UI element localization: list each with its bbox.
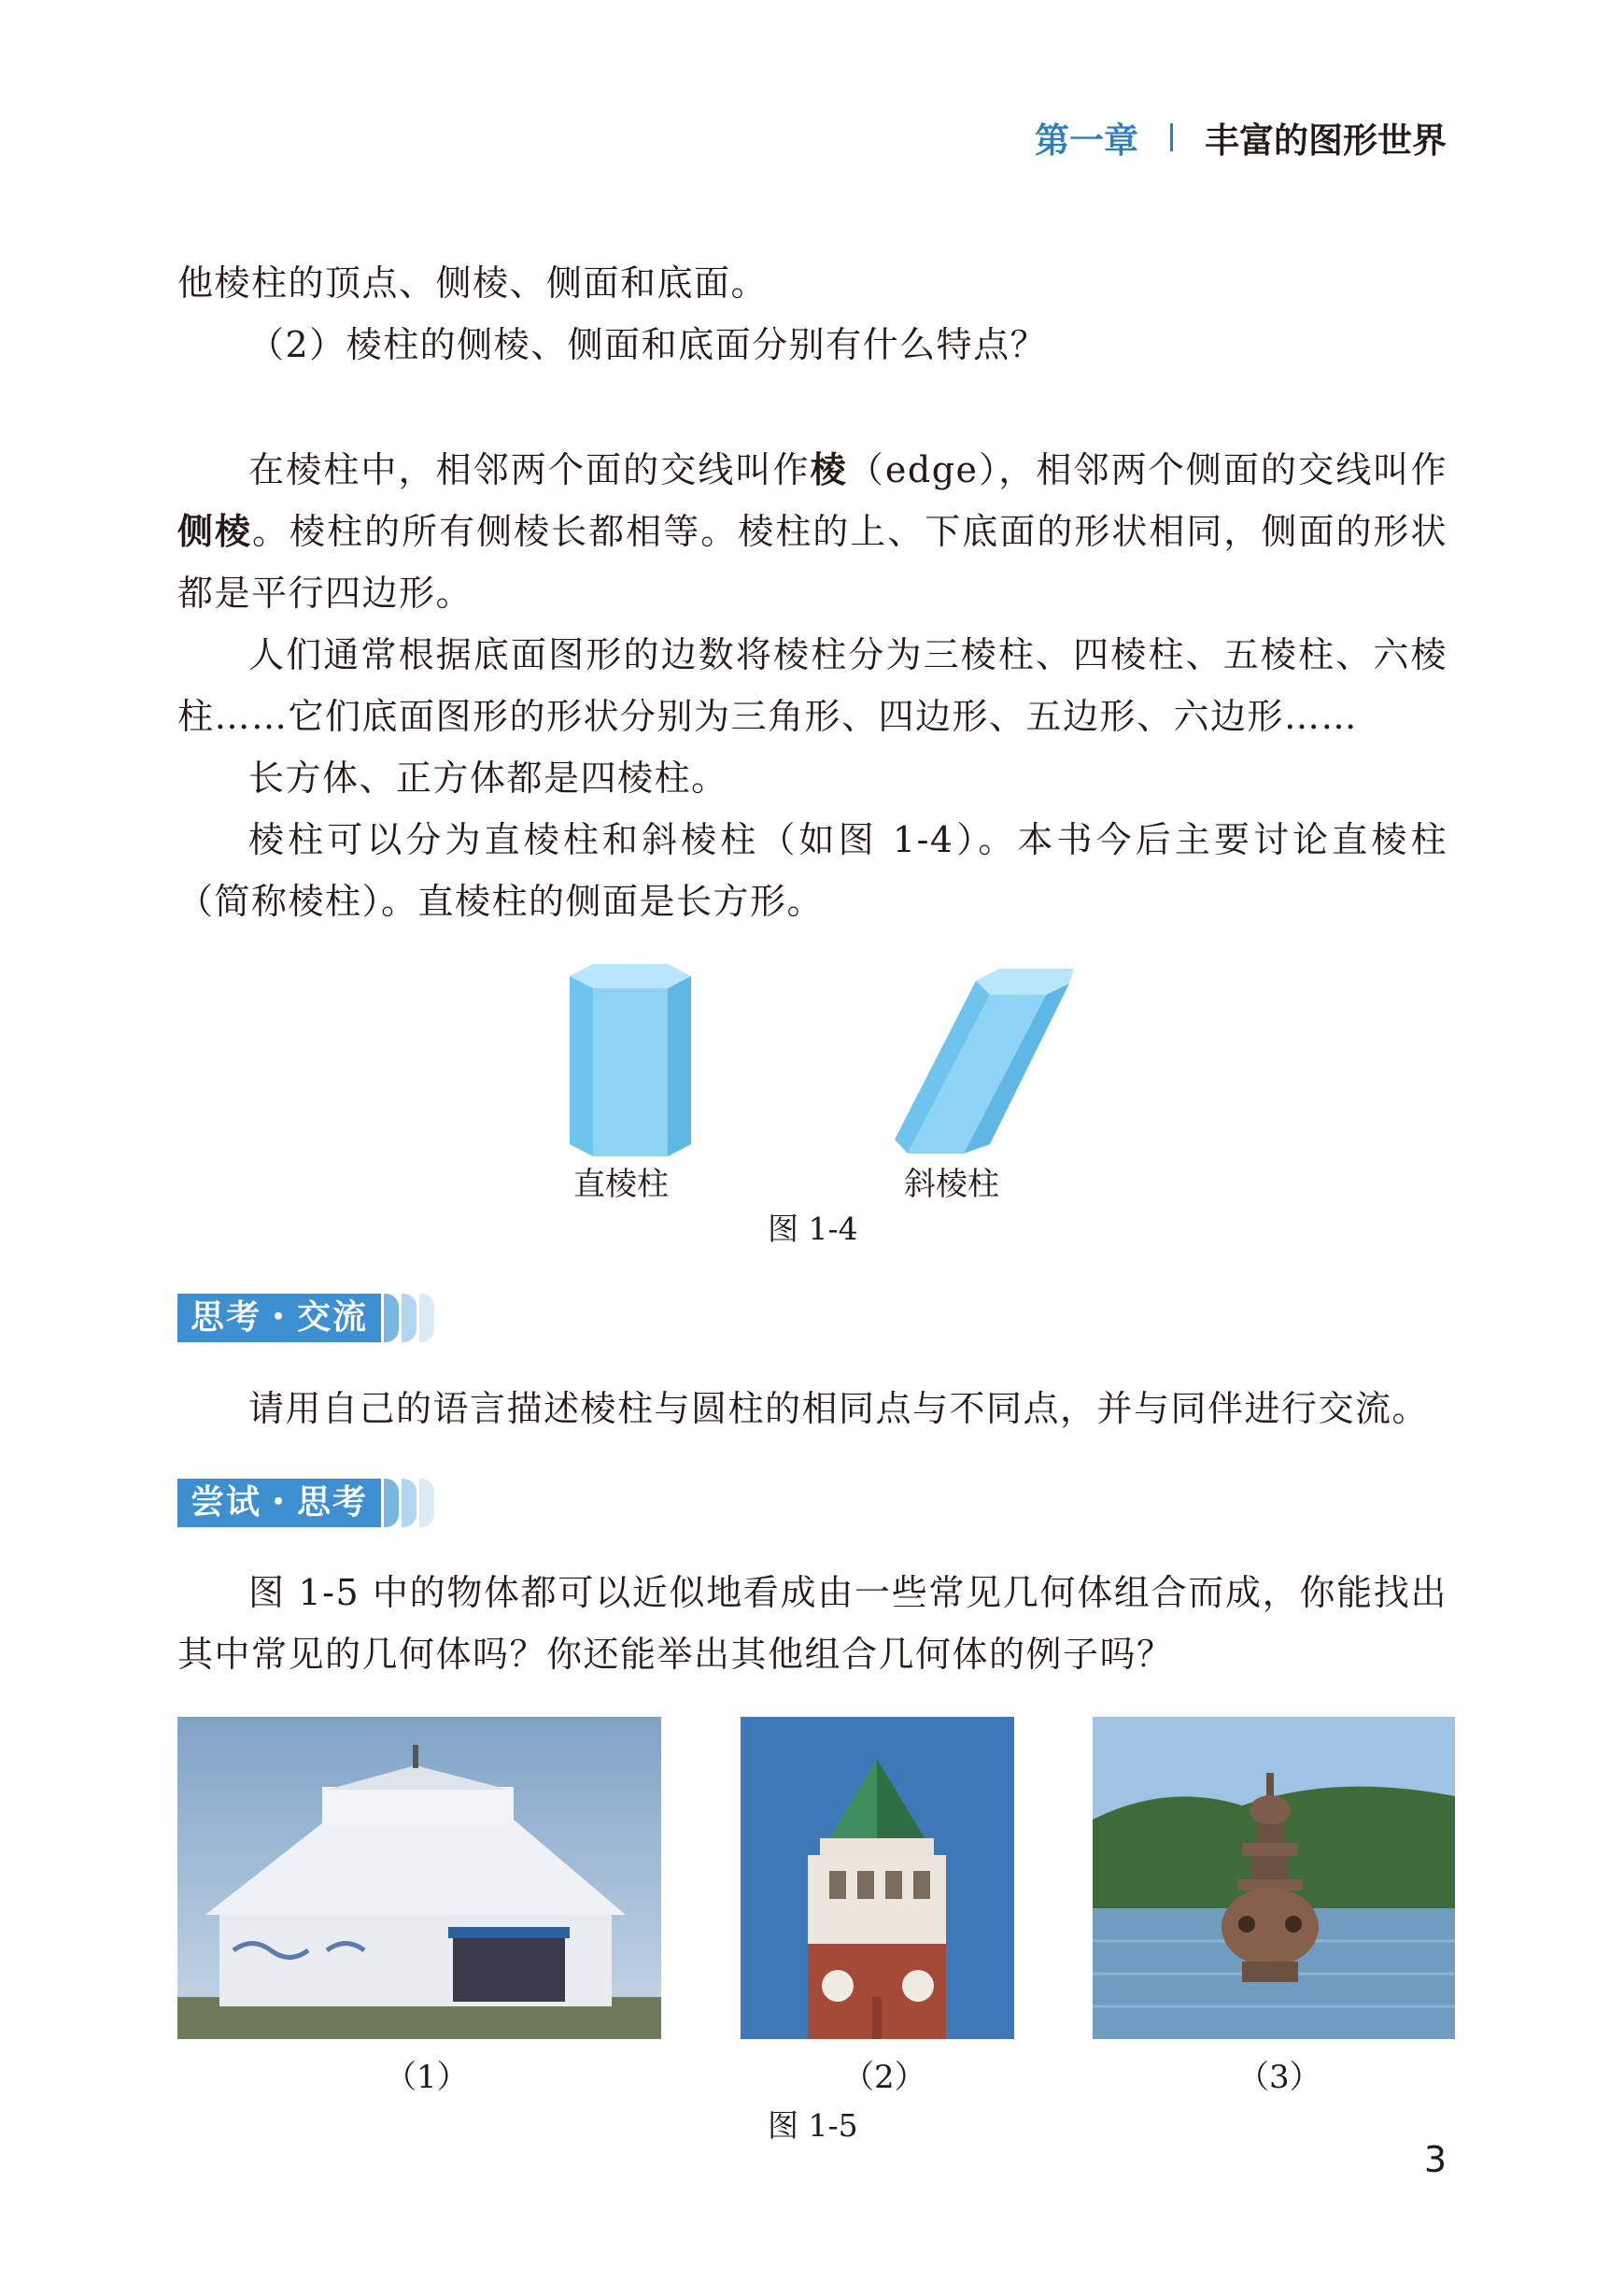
paragraph: 他棱柱的顶点、侧棱、侧面和底面。 [177,262,769,304]
figure-caption: 图 1-5 [768,2107,858,2144]
section-tag-label: 思考・交流 [177,1294,381,1342]
stone-pagoda-photo [1093,1717,1455,2039]
term-lateral-edge: 侧棱 [177,511,253,552]
text-span: （edge），相邻两个侧面的交线叫作 [847,449,1447,490]
photo-label-3: （3） [1237,2059,1321,2096]
photo-label-2: （2） [842,2059,926,2096]
chapter-number: 第一章 [1035,120,1138,161]
paragraph: （2）棱柱的侧棱、侧面和底面分别有什么特点？ [248,324,1048,365]
intro-text [177,252,1447,375]
paragraph: 人们通常根据底面图形的边数将棱柱分为三棱柱、四棱柱、五棱柱、六棱柱……它们底面图形的形状分别为三角形、四边形、五边形、六边形…… [177,634,1447,737]
paragraph: 请用自己的语言描述棱柱与圆柱的相同点与不同点，并与同伴进行交流。 [248,1388,1430,1429]
running-header [1035,112,1447,163]
body-text [177,439,1447,932]
oblique-prism-illustration [887,967,1083,1158]
paragraph-definition [177,439,1447,624]
term-edge: 棱 [810,449,848,490]
text-span: 在棱柱中，相邻两个面的交线叫作 [248,449,811,490]
photo-label-1: （1） [385,2059,469,2096]
section-tag-try-think [177,1479,434,1527]
header-divider [1170,123,1173,151]
tag-decoration [419,1294,434,1342]
think-discuss-text [177,1378,1447,1439]
tag-decoration [402,1294,417,1342]
paragraph: 长方体、正方体都是四棱柱。 [248,758,728,799]
right-prism-illustration [551,962,710,1158]
text-span: 。棱柱的所有侧棱长都相等。棱柱的上、下底面的形状相同，侧面的形状都是平行四边形。 [177,511,1447,614]
label-right-prism: 直棱柱 [573,1166,669,1203]
page-number: 3 [1423,2139,1447,2180]
paragraph: 棱柱可以分为直棱柱和斜棱柱（如图 1-4）。本书今后主要讨论直棱柱（简称棱柱）。直棱柱的侧面是长方形。 [177,819,1447,922]
yurt-photo [177,1717,661,2039]
try-think-text [177,1562,1447,1685]
section-tag-label: 尝试・思考 [177,1479,381,1527]
paragraph: 图 1-5 中的物体都可以近似地看成由一些常见几何体组合而成，你能找出其中常见的几何体吗？你还能举出其他组合几何体的例子吗？ [177,1572,1447,1675]
section-tag-think-discuss [177,1294,434,1342]
tag-decoration [384,1294,399,1342]
tag-decoration [419,1479,434,1527]
tag-decoration [384,1479,399,1527]
figure-caption: 图 1-4 [768,1211,858,1247]
clock-tower-photo [741,1717,1014,2039]
tag-decoration [402,1479,417,1527]
label-oblique-prism: 斜棱柱 [904,1166,999,1203]
chapter-title: 丰富的图形世界 [1205,120,1447,161]
